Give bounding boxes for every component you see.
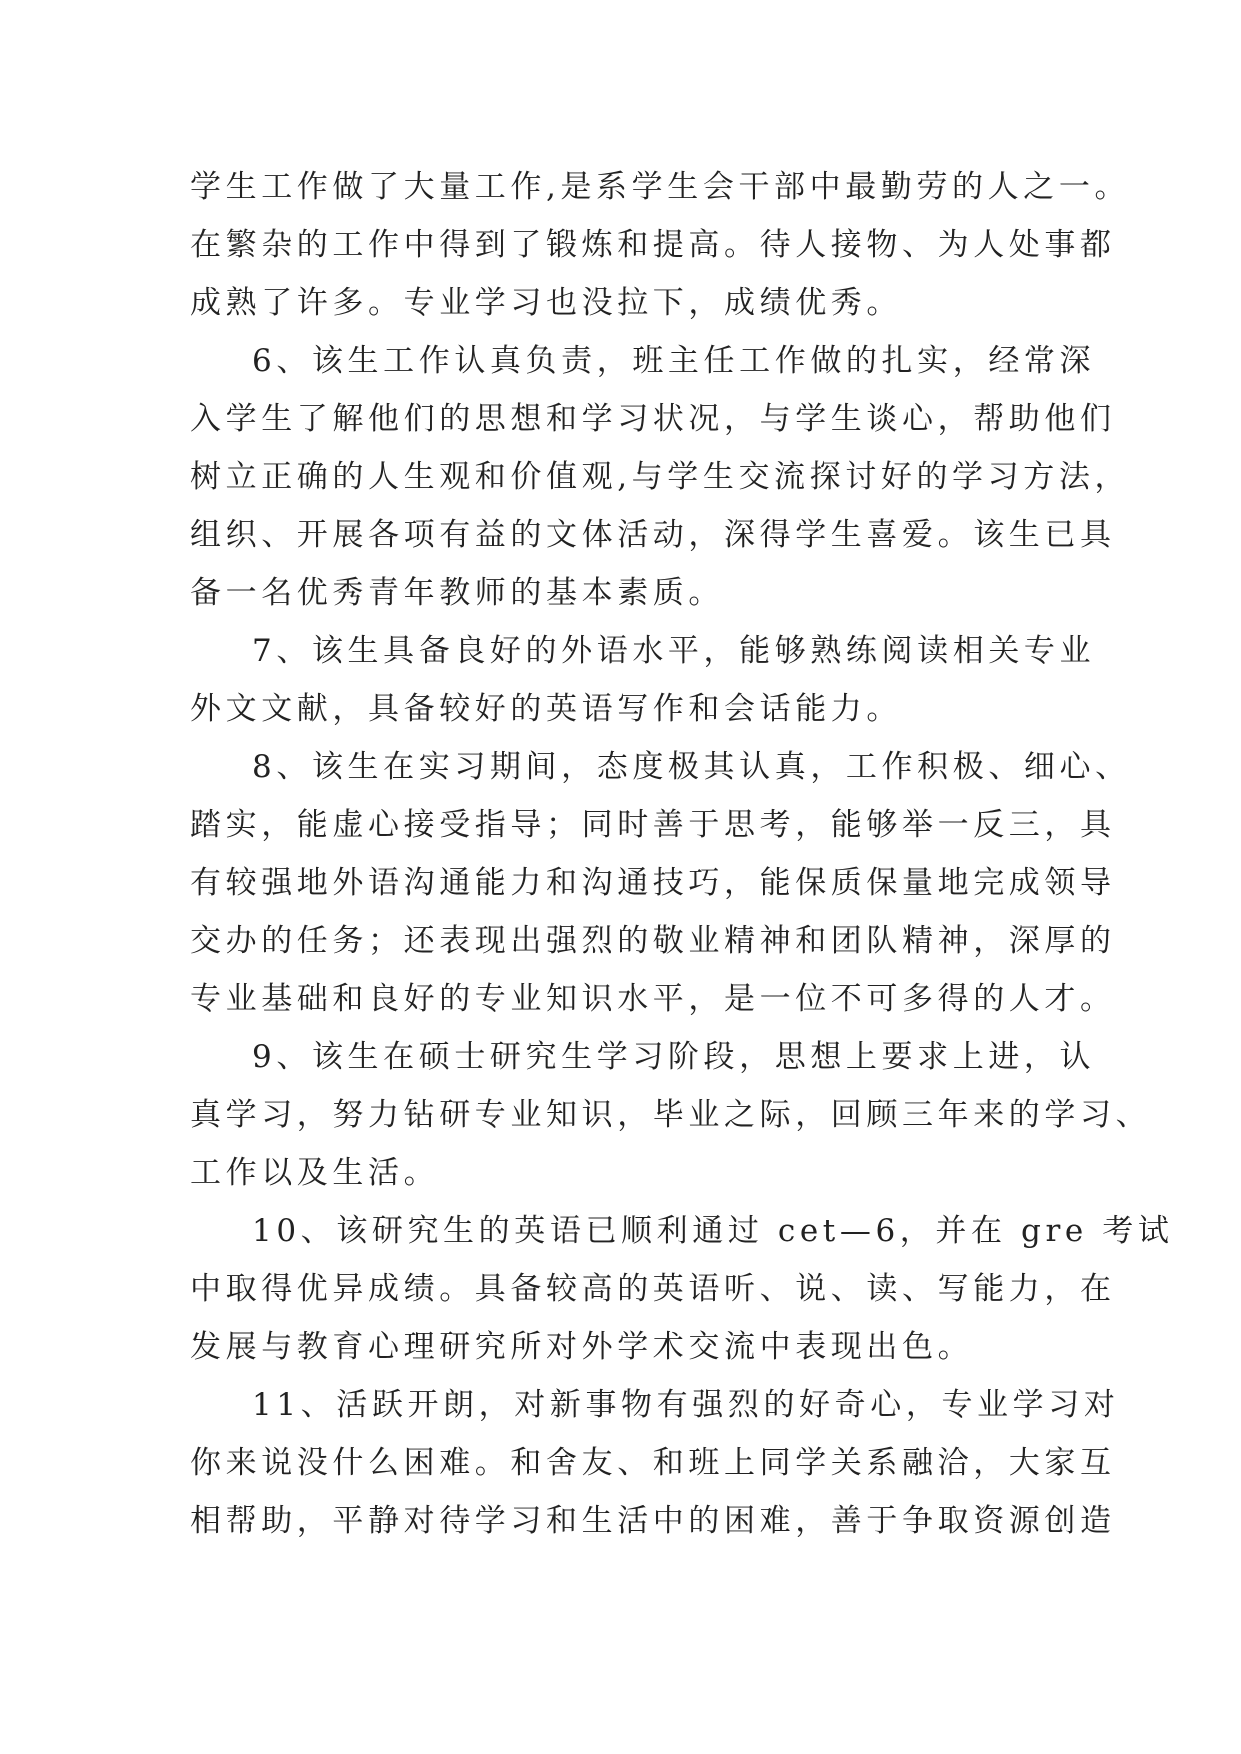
text-line: 成熟了许多。专业学习也没拉下，成绩优秀。 — [190, 285, 902, 321]
text-line: 备一名优秀青年教师的基本素质。 — [190, 575, 724, 611]
text-line: 专业基础和良好的专业知识水平，是一位不可多得的人才。 — [190, 981, 1116, 1017]
text-line: 相帮助，平静对待学习和生活中的困难，善于争取资源创造 — [190, 1503, 1116, 1539]
text-line: 外文文献，具备较好的英语写作和会话能力。 — [190, 691, 902, 727]
paragraph-8-start: 8、该生在实习期间，态度极其认真，工作积极、细心、 — [252, 749, 1131, 785]
paragraph-6-start: 6、该生工作认真负责，班主任工作做的扎实，经常深 — [252, 343, 1096, 379]
text-line: 树立正确的人生观和价值观,与学生交流探讨好的学习方法， — [190, 459, 1131, 495]
text-line: 你来说没什么困难。和舍友、和班上同学关系融洽，大家互 — [190, 1445, 1116, 1481]
text-line: 发展与教育心理研究所对外学术交流中表现出色。 — [190, 1329, 974, 1365]
paragraph-11-start: 11、活跃开朗，对新事物有强烈的好奇心，专业学习对 — [252, 1387, 1120, 1423]
text-line: 有较强地外语沟通能力和沟通技巧，能保质保量地完成领导 — [190, 865, 1116, 901]
text-line: 真学习，努力钻研专业知识，毕业之际，回顾三年来的学习、 — [190, 1097, 1152, 1133]
text-line: 入学生了解他们的思想和学习状况，与学生谈心，帮助他们 — [190, 401, 1116, 437]
text-line: 在繁杂的工作中得到了锻炼和提高。待人接物、为人处事都 — [190, 227, 1116, 263]
body-text — [190, 158, 1174, 1550]
text-line: 工作以及生活。 — [190, 1155, 440, 1191]
text-line: 中取得优异成绩。具备较高的英语听、说、读、写能力，在 — [190, 1271, 1116, 1307]
paragraph-10-start: 10、该研究生的英语已顺利通过 cet—6，并在 gre 考试 — [252, 1213, 1174, 1249]
paragraph-9-start: 9、该生在硕士研究生学习阶段，思想上要求上进，认 — [252, 1039, 1096, 1075]
text-line: 组织、开展各项有益的文体活动，深得学生喜爱。该生已具 — [190, 517, 1116, 553]
text-line: 交办的任务；还表现出强烈的敬业精神和团队精神，深厚的 — [190, 923, 1116, 959]
paragraph-7-start: 7、该生具备良好的外语水平，能够熟练阅读相关专业 — [252, 633, 1096, 669]
text-line: 学生工作做了大量工作,是系学生会干部中最勤劳的人之一。 — [190, 169, 1131, 205]
text-line: 踏实，能虚心接受指导；同时善于思考，能够举一反三，具 — [190, 807, 1116, 843]
